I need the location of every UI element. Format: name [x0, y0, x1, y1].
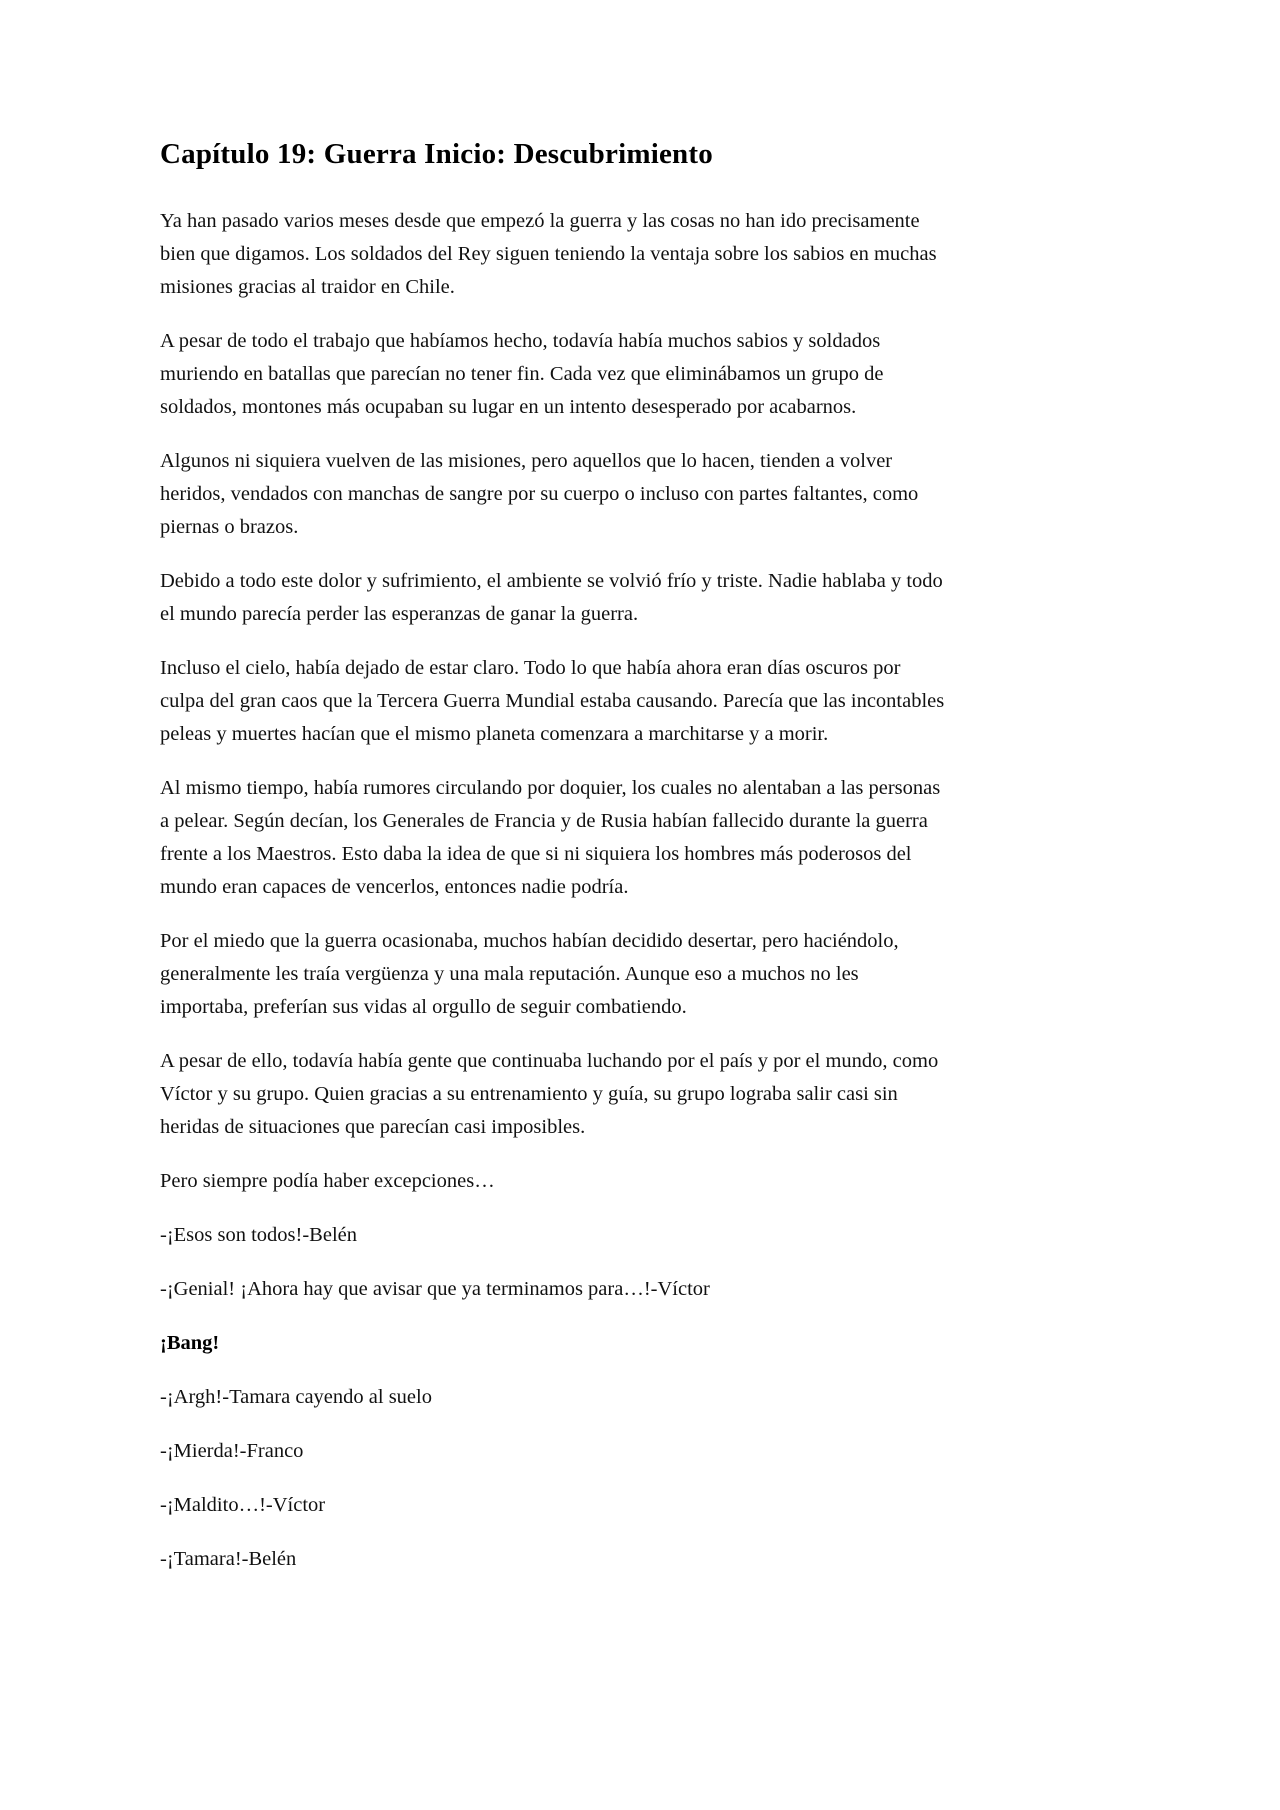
paragraph: Incluso el cielo, había dejado de estar claro. Todo lo que había ahora eran días oscuros por culpa del gran caos que la Tercera Guerra Mundial estaba causando. Parecía que las incontables peleas y muertes hacían que el mismo planeta comenzara a marchitarse y a morir.	[160, 657, 945, 745]
paragraph: A pesar de todo el trabajo que habíamos hecho, todavía había muchos sabios y soldados muriendo en batallas que parecían no tener fin. Cada vez que eliminábamos un grupo de soldados, montones más ocupaban su lugar en un intento desesperado por acabarnos.	[160, 330, 884, 418]
dialogue-line: -¡Esos son todos!-Belén	[160, 1224, 358, 1246]
paragraph: Al mismo tiempo, había rumores circulando por doquier, los cuales no alentaban a las personas a pelear. Según decían, los Generales de Francia y de Rusia habían fallecido durante la guerra frente a los Maestros. Esto daba la idea de que si ni siquiera los hombres más poderosos del mundo eran capaces de vencerlos, entonces nadie podría.	[160, 777, 941, 898]
dialogue-line: -¡Mierda!-Franco	[160, 1440, 304, 1462]
dialogue-line: -¡Maldito…!-Víctor	[160, 1494, 326, 1516]
paragraph: A pesar de ello, todavía había gente que continuaba luchando por el país y por el mundo, como Víctor y su grupo. Quien gracias a su entrenamiento y guía, su grupo lograba salir casi sin heridas de situaciones que parecían casi imposibles.	[160, 1050, 939, 1138]
sound-effect-line: ¡Bang!	[160, 1332, 220, 1354]
paragraph: Debido a todo este dolor y sufrimiento, el ambiente se volvió frío y triste. Nadie hablaba y todo el mundo parecía perder las esperanzas de ganar la guerra.	[160, 570, 943, 625]
dialogue-line: -¡Argh!-Tamara cayendo al suelo	[160, 1386, 432, 1408]
paragraph: Pero siempre podía haber excepciones…	[160, 1170, 495, 1192]
dialogue-line: -¡Genial! ¡Ahora hay que avisar que ya terminamos para…!-Víctor	[160, 1278, 710, 1300]
paragraph: Ya han pasado varios meses desde que empezó la guerra y las cosas no han ido precisamente bien que digamos. Los soldados del Rey siguen teniendo la ventaja sobre los sabios en muchas misiones gracias al traidor en Chile.	[160, 210, 937, 298]
dialogue-line: -¡Tamara!-Belén	[160, 1548, 297, 1570]
paragraph: Algunos ni siquiera vuelven de las misiones, pero aquellos que lo hacen, tienden a volver heridos, vendados con manchas de sangre por su cuerpo o incluso con partes faltantes, como piernas o brazos.	[160, 450, 919, 538]
paragraph: Por el miedo que la guerra ocasionaba, muchos habían decidido desertar, pero haciéndolo, generalmente les traía vergüenza y una mala reputación. Aunque eso a muchos no les importaba, preferían sus vidas al orgullo de seguir combatiendo.	[160, 930, 899, 1018]
chapter-title: Capítulo 19: Guerra Inicio: Descubrimiento	[160, 138, 713, 170]
